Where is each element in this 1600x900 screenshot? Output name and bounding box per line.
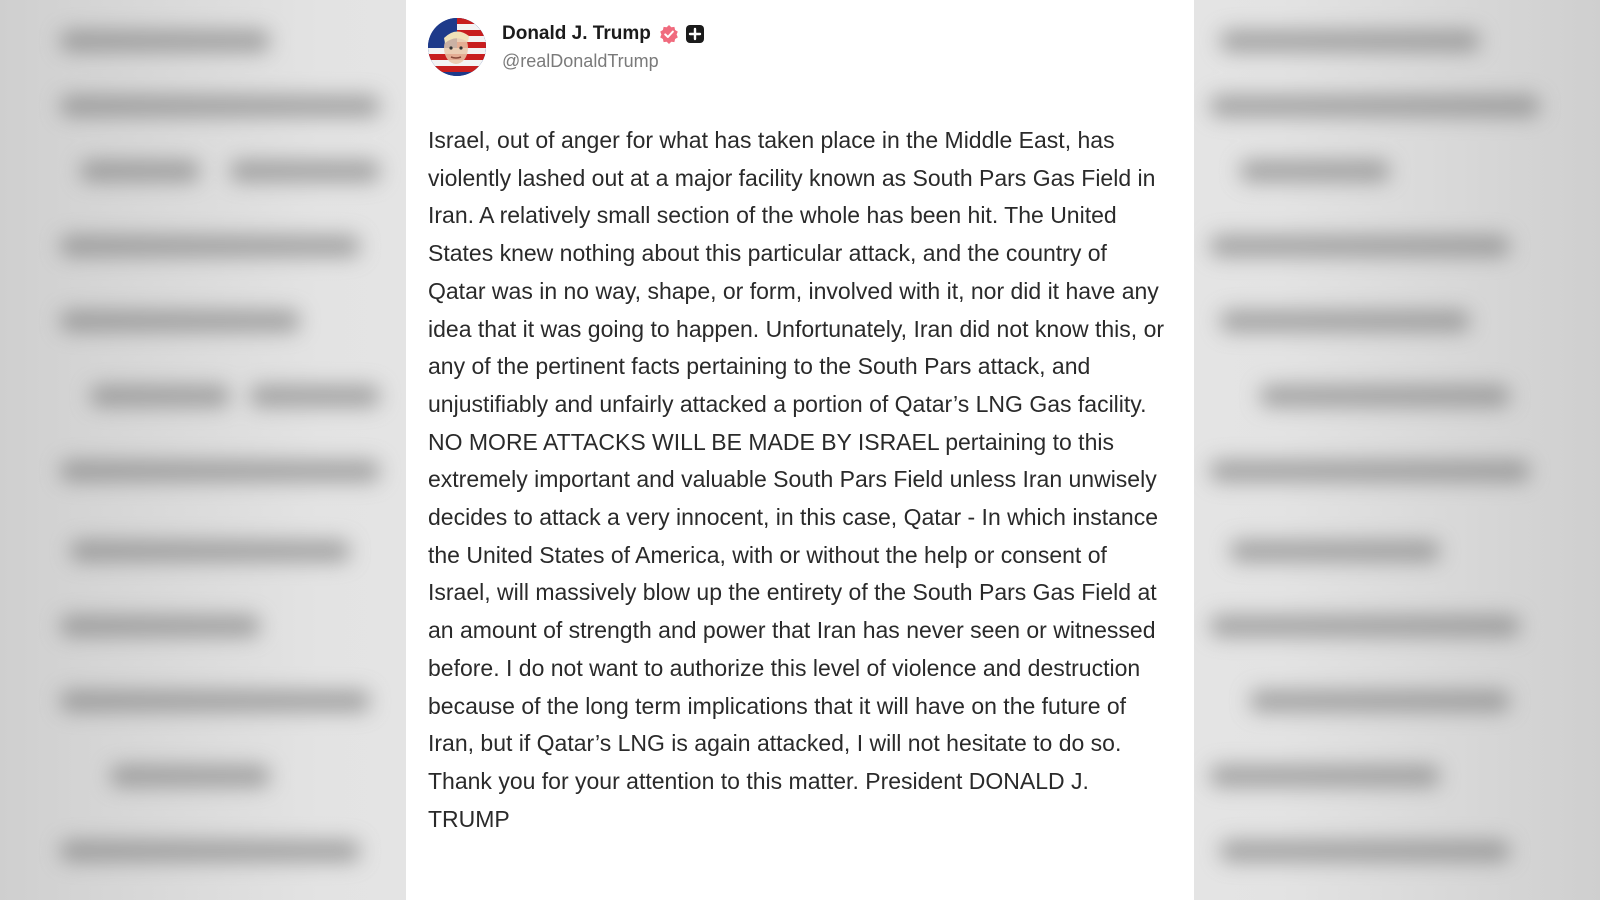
post-header xyxy=(428,16,1172,78)
author-name-row xyxy=(502,23,705,45)
verified-badge-icon xyxy=(659,24,679,44)
avatar[interactable] xyxy=(428,18,486,76)
author-display-name[interactable]: Donald J. Trump xyxy=(502,22,651,44)
post-body-text: Israel, out of anger for what has taken place in the Middle East, has violently lashed out at a major facility known as South Pars Gas Field in Iran. A relatively small section of the whole has been hit. The United States knew nothing about this particular attack, and the country of Qatar was in no way, shape, or form, involved with it, nor did it have any idea that it was going to happen. Unfortunately, Iran did not know this, or any of the pertinent facts pertaining to the South Pars attack, and unjustifiably and unfairly attacked a portion of Qatar’s LNG Gas facility. NO MORE ATTACKS WILL BE MADE BY ISRAEL pertaining to this extremely important and valuable South Pars Field unless Iran unwisely decides to attack a very innocent, in this case, Qatar - In which instance the United States of America, with or without the help or consent of Israel, will massively blow up the entirety of the South Pars Gas Field at an amount of strength and power that Iran has never seen or witnessed before. I do not want to authorize this level of violence and destruction because of the long term implications that it will have on the future of Iran, but if Qatar’s LNG is again attacked, I will not hesitate to do so. Thank you for your attention to this matter. President DONALD J. TRUMP xyxy=(428,127,1165,832)
plus-badge-icon xyxy=(685,24,705,44)
american-flag-portrait-avatar-icon xyxy=(428,18,486,76)
author-handle[interactable]: @realDonaldTrump xyxy=(502,50,659,71)
author-info xyxy=(502,23,705,72)
post-card xyxy=(406,0,1194,900)
